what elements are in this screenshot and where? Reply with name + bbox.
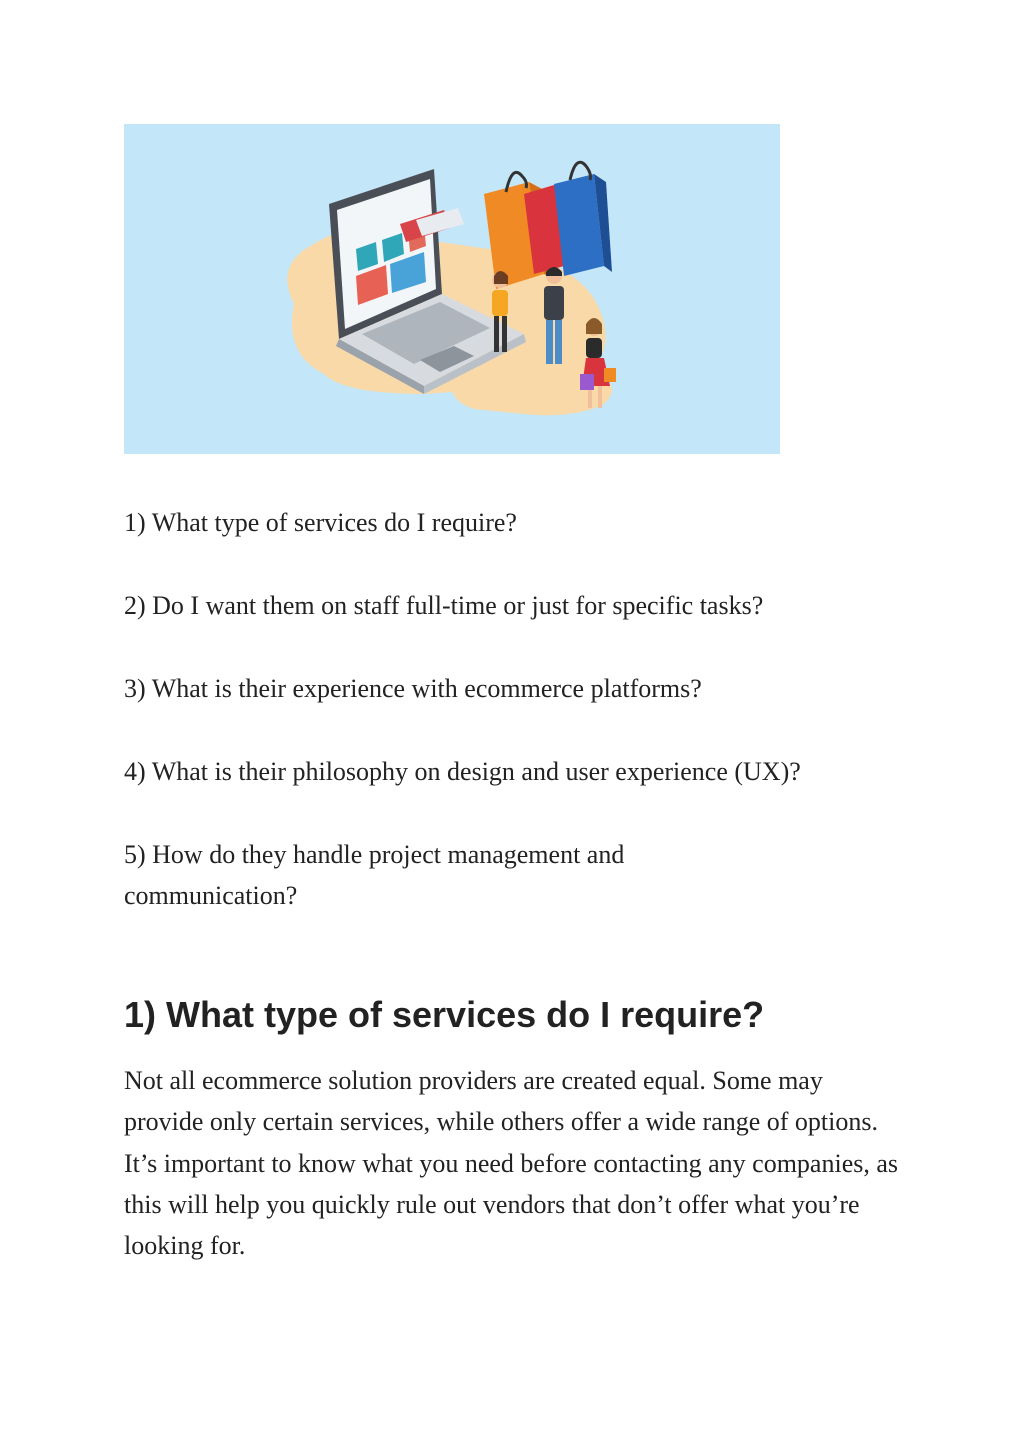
section-heading: 1) What type of services do I require? [124,994,765,1035]
section-paragraph: Not all ecommerce solution providers are created equal. Some may provide only certain services, while others offer a wide range of options. It’s important to know what you need before contacting any companies, as this will help you quickly rule out vendors that don’t offer what you’re looking for. [124,1066,899,1261]
question-item-4: 4) What is their philosophy on design and user experience (UX)? [124,757,801,786]
question-item-1: 1) What type of services do I require? [124,508,517,537]
ecommerce-illustration-icon [124,124,780,454]
question-list [124,502,904,958]
question-item-2: 2) Do I want them on staff full-time or just for specific tasks? [124,591,764,620]
question-item-3: 3) What is their experience with ecommerce platforms? [124,674,702,703]
hero-image [124,124,780,454]
question-item-5: 5) How do they handle project management and communication? [124,840,625,910]
